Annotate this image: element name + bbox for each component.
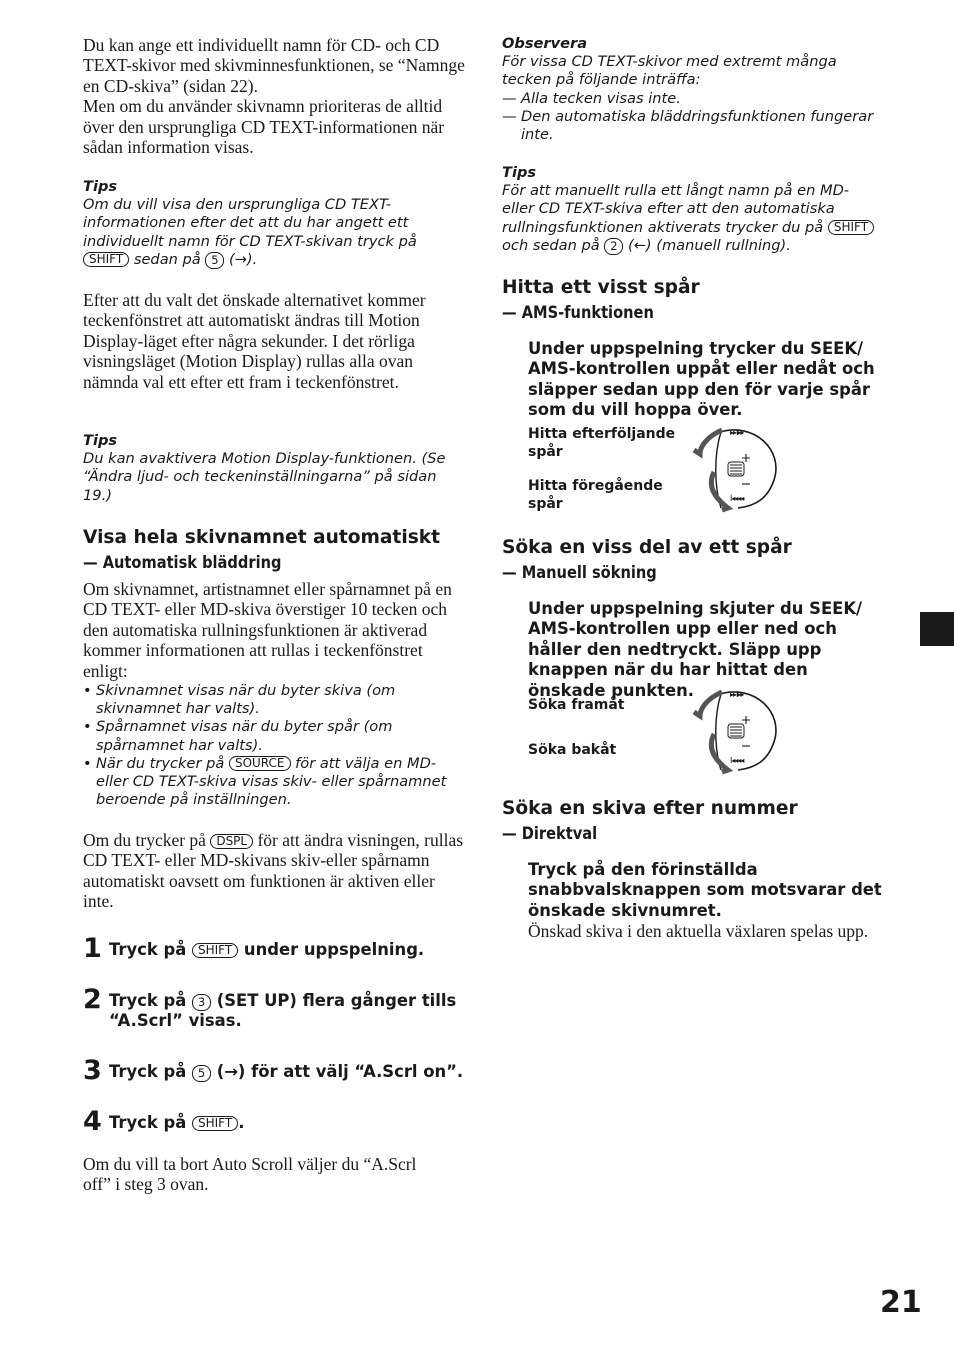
tips-heading: Tips [83,432,118,449]
shift-key-label: SHIFT [828,220,874,235]
note-text: För vissa CD TEXT-skivor med extremt många tecken på följande inträffa: [502,53,837,89]
motion-display-paragraph: Efter att du valt det önskade alternativet kommer teckenfönstret att automatiskt ändras till Motion Display-läget efter några sekunder. I det rörliga visningsläget (Motion Display) rullas alla ovan nämnda val ett efter ett fram i teckenfönstret. [83,290,426,392]
section-subtitle: — AMS-funktionen [502,303,654,323]
button-2-label: 2 [604,238,623,255]
list-item: — Alla tecken visas inte. [502,89,681,107]
tips-heading: Tips [502,164,537,181]
button-5-label: 5 [192,1065,211,1082]
instruction-text: Under uppspelning skjuter du SEEK/ AMS-kontrollen upp eller ned och håller den nedtryckt. Släpp upp knappen när du har hittat den önskade punkten. [528,599,863,700]
dial-label-down: Hitta föregående spår [528,478,663,512]
result-text: Önskad skiva i den aktuella växlaren spelas upp. [528,921,869,941]
dial-label-down: Söka bakåt [528,742,617,758]
skip-back-icon: I◂◂◂◂ [730,494,744,503]
skip-forward-icon: ▸▸I▸▸ [730,690,744,699]
tips-box-1 [83,178,463,269]
step-number: 3 [83,1055,102,1086]
intro-text-1: Du kan ange ett individuellt namn för CD- och CD TEXT-skivor med skivminnesfunktionen, se “Namnge en CD-skiva” (sidan 22). [83,35,465,96]
instruction-text: Under uppspelning trycker du SEEK/ AMS-kontrollen uppåt eller nedåt och släpper sedan upp den för varje spår som du vill hoppa över. [528,339,875,420]
step-text: Tryck på 5 (→) för att välj “A.Scrl on”. [109,1062,464,1081]
list-item: — Den automatiska bläddringsfunktionen fungerar inte. [502,107,874,144]
tips-box-2 [83,432,463,505]
dial-label-up: Hitta efterföljande spår [528,426,676,460]
intro-paragraph [83,35,468,157]
instruction-text: Tryck på den förinställda snabbvalsknappen som motsvarar det önskade skivnumret. [528,860,882,920]
section-title: Visa hela skivnamnet automatiskt [83,527,441,548]
section-title: Söka en skiva efter nummer [502,798,798,819]
shift-key-label: SHIFT [192,1116,238,1131]
step-number: 4 [83,1106,102,1137]
chapter-tab-marker [920,612,954,646]
skip-back-icon: I◂◂◂◂ [730,756,744,765]
note-heading: Observera [502,35,588,52]
auto-scroll-paragraph: Om skivnamnet, artistnamnet eller spårnamnet på en CD TEXT- eller MD-skiva överstiger 10 tecken och den automatiska rullningsfunktionen är aktiverad kommer informationen att rullas i teckenfönstret enligt: [83,579,452,681]
section-title: Hitta ett visst spår [502,277,700,298]
step-text: Tryck på SHIFT under uppspelning. [109,940,425,959]
step-number: 1 [83,933,102,964]
intro-text-2: Men om du använder skivnamn prioriteras de alltid över den ursprungliga CD TEXT-informationen när sådan information visas. [83,96,445,158]
section-subtitle: — Automatisk bläddring [83,553,282,573]
tips-heading: Tips [83,178,118,195]
skip-forward-icon: ▸▸I▸▸ [730,428,744,437]
list-item: • Skivnamnet visas när du byter skiva (om skivnamnet har valts). [83,682,465,718]
step-text: Tryck på SHIFT . [109,1113,245,1132]
tips-text: För att manuellt rulla ett långt namn på en MD- eller CD TEXT-skiva efter att den automatiska rullningsfunktionen aktiverats trycker du på SHIFT och sedan på 2 (←) (manuell rullning). [502,182,877,255]
seek-ams-dial-figure [690,686,790,781]
source-key-label: SOURCE [229,756,291,771]
tips-text: Om du vill visa den ursprungliga CD TEXT-informationen efter det att du har angett ett individuellt namn för CD TEXT-skivan tryck på SHIFT sedan på 5 (→). [83,196,417,268]
bullet-list [83,682,465,809]
shift-key-label: SHIFT [192,943,238,958]
note-box [502,35,882,144]
list-item: • När du trycker på SOURCE för att välja en MD- eller CD TEXT-skiva visas skiv- eller spårnamnet beroende på inställningen. [83,755,465,810]
dial-label-up: Söka framåt [528,697,625,713]
step-number: 2 [83,984,102,1015]
section-subtitle: — Manuell sökning [502,563,657,583]
button-3-label: 3 [192,994,211,1011]
section-title: Söka en viss del av ett spår [502,537,792,558]
dspl-paragraph: Om du trycker på DSPL för att ändra visningen, rullas CD TEXT- eller MD-skivans skiv-eller spårnamn automatiskt oavsett om funktionen är aktiven eller inte. [83,830,464,912]
seek-ams-dial-figure [690,424,790,519]
tips-box-3 [502,164,877,255]
dspl-key-label: DSPL [210,834,253,849]
shift-key-label: SHIFT [83,252,129,267]
button-5-label: 5 [205,252,224,269]
tips-text: Du kan avaktivera Motion Display-funktionen. (Se “Ändra ljud- och teckeninställningarna” på sidan 19.) [83,450,446,504]
section-subtitle: — Direktval [502,824,598,844]
step-text: Tryck på 3 (SET UP) flera gånger tills “A.Scrl” visas. [109,991,457,1031]
page-number: 21 [880,1285,922,1320]
list-item: • Spårnamnet visas när du byter spår (om spårnamnet har valts). [83,718,465,754]
outro-paragraph: Om du vill ta bort Auto Scroll väljer du “A.Scrl off” i steg 3 ovan. [83,1154,417,1195]
